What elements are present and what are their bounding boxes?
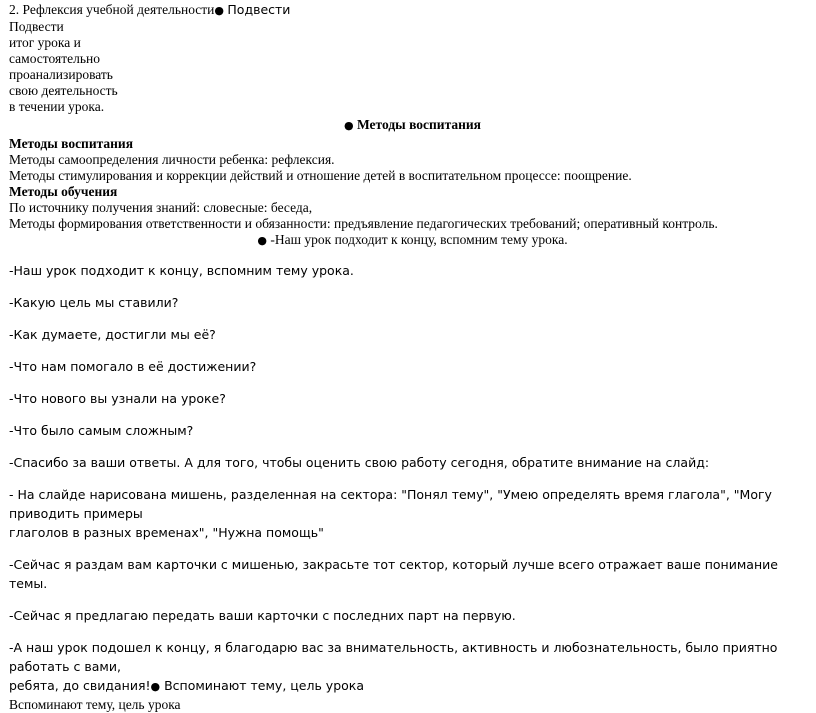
intro-line: проанализировать [9,67,113,82]
slide-paragraph-line: глаголов в разных временах", "Нужна помощь" [9,525,324,540]
final-line: Вспоминают тему, цель урока [9,697,181,712]
methods-learning [9,184,816,232]
dialogue-line: -Что нового вы узнали на уроке? [9,391,226,406]
methods-upbringing [9,136,816,184]
dialogue-line: -Какую цель мы ставили? [9,295,179,310]
header-note: Подвести [227,2,291,17]
closing-note: Вспоминают тему, цель урока [164,678,364,693]
bullet-icon: ● [343,119,354,132]
dialogue-line: -Что было самым сложным? [9,423,194,438]
dialogue-line: -Спасибо за ваши ответы. А для того, чтобы оценить свою работу сегодня, обратите внимание на слайд: [9,455,710,470]
methods-upbringing-heading: Методы воспитания [9,136,134,151]
methods-learning-heading: Методы обучения [9,184,118,199]
intro-line: Подвести [9,19,64,34]
center-heading-2 [9,232,816,249]
closing-line [9,676,816,696]
closing-line: -А наш урок подошел к концу, я благодарю вас за внимательность, активность и любознательность, было приятно работать с вами, [9,640,778,674]
section-number: 2. [9,2,23,17]
methods-learning-term: Методы формирования ответственности и обязанности [9,216,327,231]
methods-upbringing-line: Методы самоопределения личности ребенка: рефлексия. [9,152,335,167]
section-title: Рефлексия учебной деятельности [22,2,215,17]
intro-line: свою деятельность [9,83,118,98]
card-line: -Сейчас я предлагаю передать ваши карточки с последних парт на первую. [9,608,516,623]
dialogue-line: -Как думаете, достигли мы её? [9,327,216,342]
closing-text: ребята, до свидания! [9,678,151,693]
dialogue-line: -Что нам помогало в её достижении? [9,359,257,374]
card-line: -Сейчас я раздам вам карточки с мишенью, закрасьте тот сектор, который лучше всего отражает ваше понимание темы. [9,557,778,591]
header-line [9,2,816,19]
slide-paragraph-line: - На слайде нарисована мишень, разделенная на сектора: "Понял тему", "Умею определять время глагола", "Могу приводить примеры [9,487,772,521]
methods-learning-desc: : предъявление педагогических требований; оперативный контроль. [326,216,718,231]
intro-line: итог урока и [9,35,81,50]
methods-learning-line: По источнику получения знаний: словесные: беседа, [9,200,313,215]
dialogue-line: -Наш урок подходит к концу, вспомним тему урока. [9,263,354,278]
methods-upbringing-line: Методы стимулирования и коррекции действий и отношение детей в воспитательном процессе: поощрение. [9,168,632,183]
center-heading-1 [9,117,816,134]
bullet-icon: ● [257,234,267,247]
intro-line: самостоятельно [9,51,100,66]
dialogue-block [9,261,816,696]
intro-block [9,19,816,115]
center-heading-2-text: -Наш урок подходит к концу, вспомним тему урока. [270,232,568,247]
bullet-icon: ● [150,680,161,693]
methods-learning-line [9,216,816,232]
center-heading-1-text: Методы воспитания [356,117,481,132]
bullet-icon: ● [214,4,225,17]
intro-line: в течении урока. [9,99,105,114]
